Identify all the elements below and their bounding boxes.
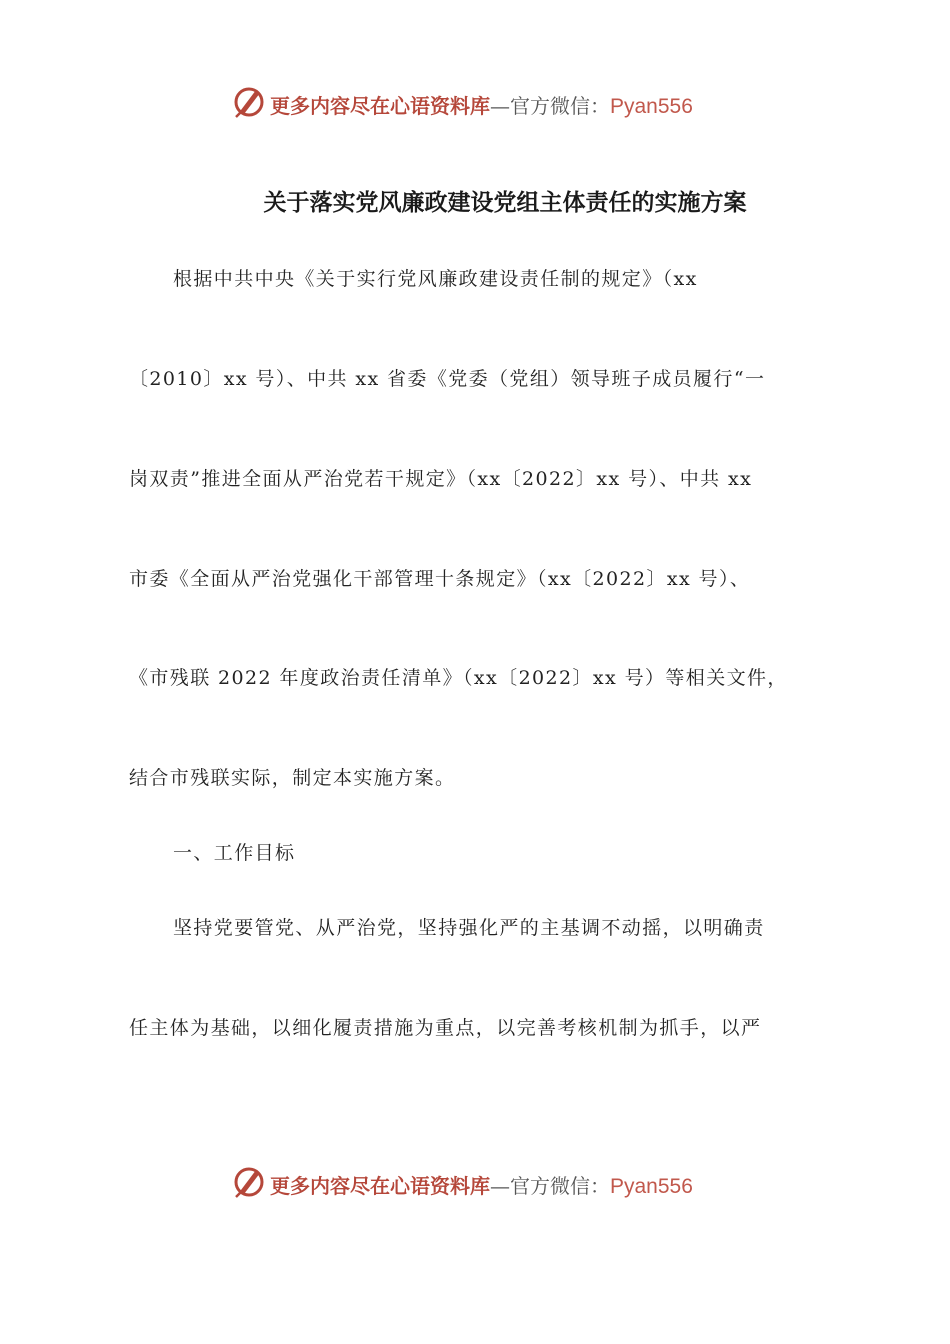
- footer-banner: [0, 1164, 950, 1204]
- banner-wechat-id: Pyan556: [610, 1175, 693, 1198]
- banner-main-text: 更多内容尽在心语资料库: [270, 1174, 490, 1198]
- body-line: 《市残联 2022 年度政治责任清单》（xx〔2022〕xx 号）等相关文件，: [129, 667, 788, 689]
- section-heading: 一、工作目标: [173, 842, 296, 864]
- body-line: 坚持党要管党、从严治党，坚持强化严的主基调不动摇，以明确责: [173, 917, 765, 939]
- document-title: 关于落实党风廉政建设党组主体责任的实施方案: [263, 189, 747, 216]
- banner-text: [270, 1170, 693, 1199]
- banner-text: [270, 90, 693, 119]
- banner-separator-text: —官方微信：: [490, 94, 610, 118]
- banner-main-text: 更多内容尽在心语资料库: [270, 94, 490, 118]
- header-banner: [0, 84, 950, 124]
- body-line: 〔2010〕xx 号）、中共 xx 省委《党委（党组）领导班子成员履行“一: [129, 368, 766, 390]
- body-line: 市委《全面从严治党强化干部管理十条规定》（xx〔2022〕xx 号）、: [129, 568, 751, 590]
- quill-logo-icon: [232, 1164, 266, 1200]
- banner-wechat-id: Pyan556: [610, 95, 693, 118]
- body-line: 任主体为基础，以细化履责措施为重点，以完善考核机制为抓手，以严: [129, 1017, 762, 1039]
- quill-logo-icon: [232, 84, 266, 120]
- banner-separator-text: —官方微信：: [490, 1174, 610, 1198]
- body-line: 结合市残联实际，制定本实施方案。: [129, 767, 456, 789]
- body-line: 根据中共中央《关于实行党风廉政建设责任制的规定》（xx: [173, 268, 698, 290]
- body-line: 岗双责”推进全面从严治党若干规定》（xx〔2022〕xx 号）、中共 xx: [129, 468, 753, 490]
